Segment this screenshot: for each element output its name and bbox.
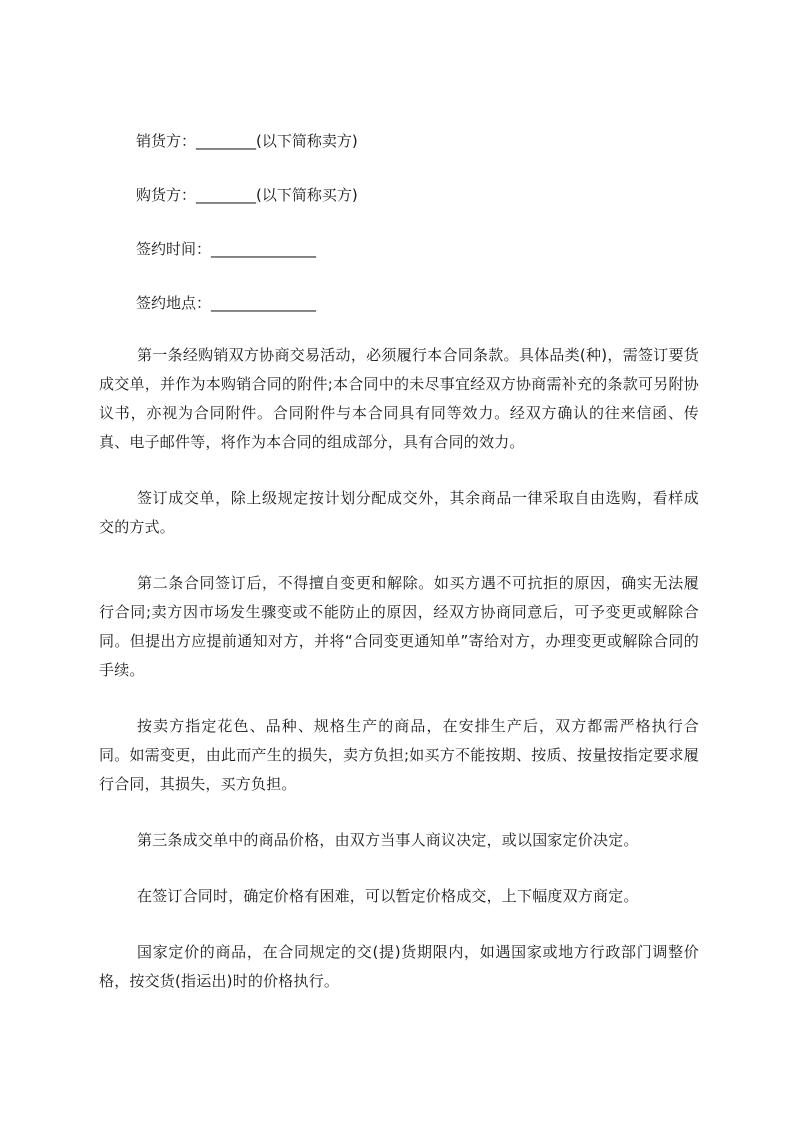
article-3-paragraph: 第三条成交单中的商品价格，由双方当事人商议决定，或以国家定价决定。 <box>137 831 639 849</box>
article-1-paragraph: 第一条经购销双方协商交易活动，必须履行本合同条款。具体品类(种)，需签订要货成交单，并作为本购销合同的附件;本合同中的未尽事宜经双方协商需补充的条款可另附协议书，亦视为合同附件。合同附件与本合同具有同等效力。经双方确认的往来信函、传真、电子邮件等，将作为本合同的组成部分，具有合同的效力。 <box>99 346 699 451</box>
seller-blank: ________ <box>196 132 257 150</box>
seller-note: (以下简称卖方) <box>256 132 358 150</box>
article-2-paragraph: 第二条合同签订后，不得擅自变更和解除。如买方遇不可抗拒的原因，确实无法履行合同;卖方因市场发生骤变或不能防止的原因，经双方协商同意后，可予变更或解除合同。但提出方应提前通知对方，并将“合同变更通知单”寄给对方，办理变更或解除合同的手续。 <box>99 574 699 679</box>
seller-field <box>99 127 699 156</box>
order-form-paragraph: 签订成交单，除上级规定按计划分配成交外，其余商品一律采取自由选购，看样成交的方式。 <box>99 489 699 536</box>
buyer-field <box>99 181 699 210</box>
buyer-blank: ________ <box>196 186 257 204</box>
provisional-price-paragraph: 在签订合同时，确定价格有困难，可以暂定价格成交，上下幅度双方商定。 <box>137 887 639 905</box>
sign-time-blank: ______________ <box>211 240 317 258</box>
sign-place-blank: ______________ <box>211 294 317 312</box>
contract-body <box>99 127 699 996</box>
buyer-label: 购货方： <box>136 186 197 204</box>
seller-label: 销货方： <box>136 132 197 150</box>
buyer-note: (以下简称买方) <box>256 186 358 204</box>
custom-goods-paragraph: 按卖方指定花色、品种、规格生产的商品，在安排生产后，双方都需严格执行合同。如需变更，由此而产生的损失，卖方负担;如买方不能按期、按质、按量按指定要求履行合同，其损失，买方负担。 <box>99 717 699 793</box>
sign-time-field <box>99 235 699 264</box>
sign-time-label: 签约时间： <box>136 240 212 258</box>
sign-place-field <box>99 289 699 318</box>
state-price-paragraph: 国家定价的商品，在合同规定的交(提)货期限内，如遇国家或地方行政部门调整价格，按交货(指运出)时的价格执行。 <box>99 943 699 990</box>
sign-place-label: 签约地点： <box>136 294 212 312</box>
